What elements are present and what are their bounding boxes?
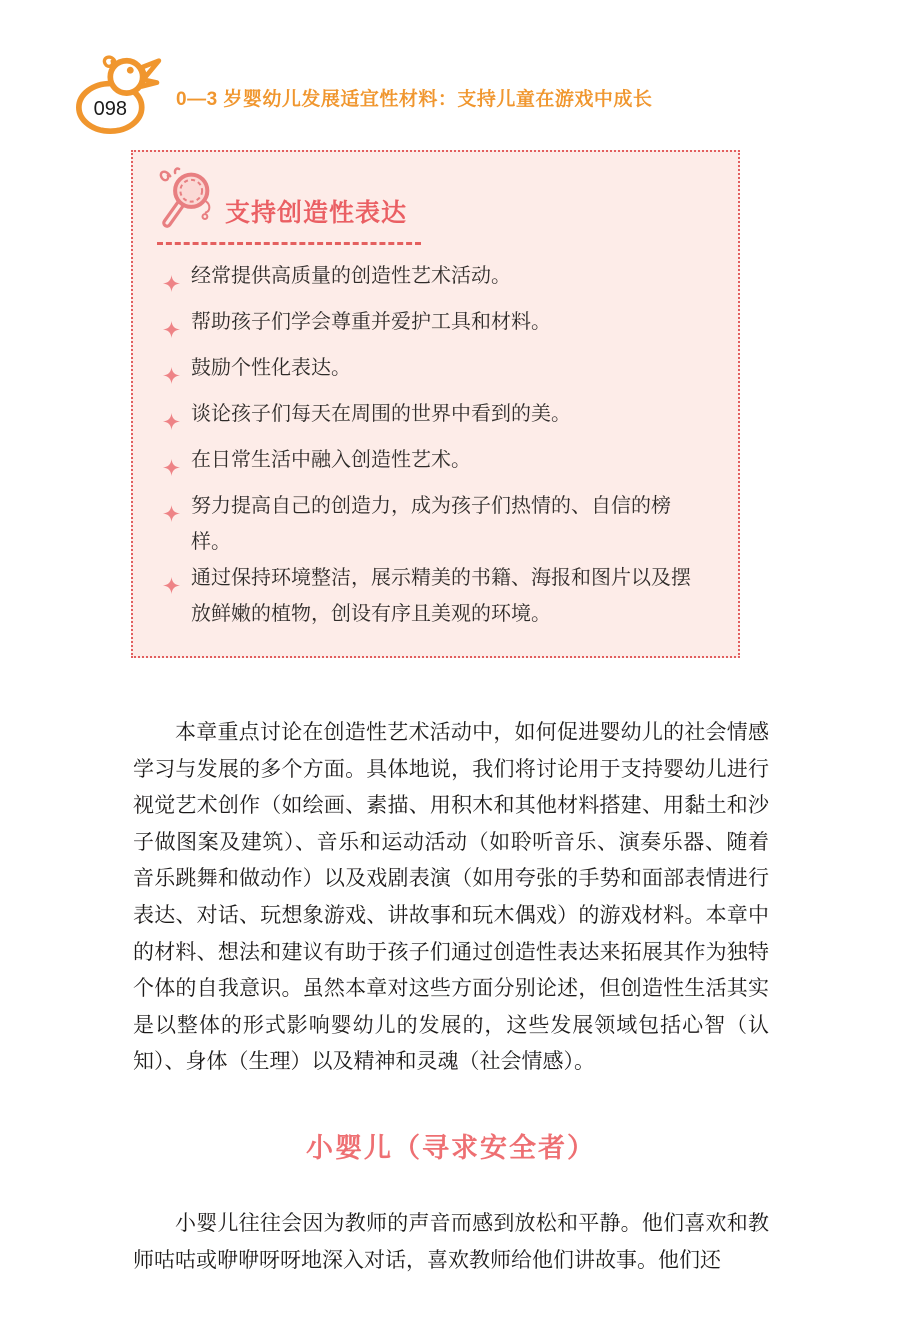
callout-bullet-list bbox=[163, 258, 710, 632]
callout-item-text: 谈论孩子们每天在周围的世界中看到的美。 bbox=[191, 403, 571, 425]
book-page bbox=[0, 55, 900, 1326]
page-number: 098 bbox=[93, 98, 127, 120]
callout-box bbox=[131, 150, 740, 658]
callout-list-item bbox=[163, 396, 710, 442]
callout-list-item bbox=[163, 258, 710, 304]
duck-icon bbox=[70, 55, 162, 140]
paragraph-intro: 本章重点讨论在创造性艺术活动中，如何促进婴幼儿的社会情感学习与发展的多个方面。具体地说，我们将讨论用于支持婴幼儿进行视觉艺术创作（如绘画、素描、用积木和其他材料搭建、用黏土和沙子做图案及建筑）、音乐和运动活动（如聆听音乐、演奏乐器、随着音乐跳舞和做动作）以及戏剧表演（如用夸张的手势和面部表情进行表达、对话、玩想象游戏、讲故事和玩木偶戏）的游戏材料。本章中的材料、想法和建议有助于孩子们通过创造性表达来拓展其作为独特个体的自我意识。虽然本章对这些方面分别论述，但创造性生活其实是以整体的形式影响婴幼儿的发展的，这些发展领域包括心智（认知）、身体（生理）以及精神和灵魂（社会情感）。 bbox=[133, 720, 769, 1074]
four-pointed-star-icon bbox=[163, 498, 180, 560]
four-pointed-star-icon bbox=[163, 570, 180, 632]
four-pointed-star-icon bbox=[163, 452, 180, 488]
section-heading: 小婴儿（寻求安全者） bbox=[306, 1132, 596, 1163]
callout-header bbox=[157, 166, 421, 245]
four-pointed-star-icon bbox=[163, 406, 180, 442]
callout-list-item bbox=[163, 488, 710, 560]
page-header bbox=[70, 55, 900, 140]
callout-list-item bbox=[163, 304, 710, 350]
callout-title: 支持创造性表达 bbox=[225, 199, 408, 227]
callout-list-item bbox=[163, 350, 710, 396]
magnifier-icon bbox=[159, 166, 217, 235]
callout-item-text: 帮助孩子们学会尊重并爱护工具和材料。 bbox=[191, 311, 551, 333]
callout-list-item bbox=[163, 442, 710, 488]
paragraph-babies: 小婴儿往往会因为教师的声音而感到放松和平静。他们喜欢和教师咕咕或咿咿呀呀地深入对话，喜欢教师给他们讲故事。他们还 bbox=[133, 1210, 769, 1272]
four-pointed-star-icon bbox=[163, 360, 180, 396]
chapter-title: 0—3 岁婴幼儿发展适宜性材料：支持儿童在游戏中成长 bbox=[176, 89, 653, 110]
callout-list-item bbox=[163, 560, 710, 632]
callout-item-text: 努力提高自己的创造力，成为孩子们热情的、自信的榜样。 bbox=[191, 495, 671, 553]
callout-item-text: 通过保持环境整洁，展示精美的书籍、海报和图片以及摆放鲜嫩的植物，创设有序且美观的环境。 bbox=[191, 567, 691, 625]
callout-item-text: 鼓励个性化表达。 bbox=[191, 357, 351, 379]
four-pointed-star-icon bbox=[163, 268, 180, 304]
callout-item-text: 在日常生活中融入创造性艺术。 bbox=[191, 449, 471, 471]
callout-item-text: 经常提供高质量的创造性艺术活动。 bbox=[191, 265, 511, 287]
four-pointed-star-icon bbox=[163, 314, 180, 350]
